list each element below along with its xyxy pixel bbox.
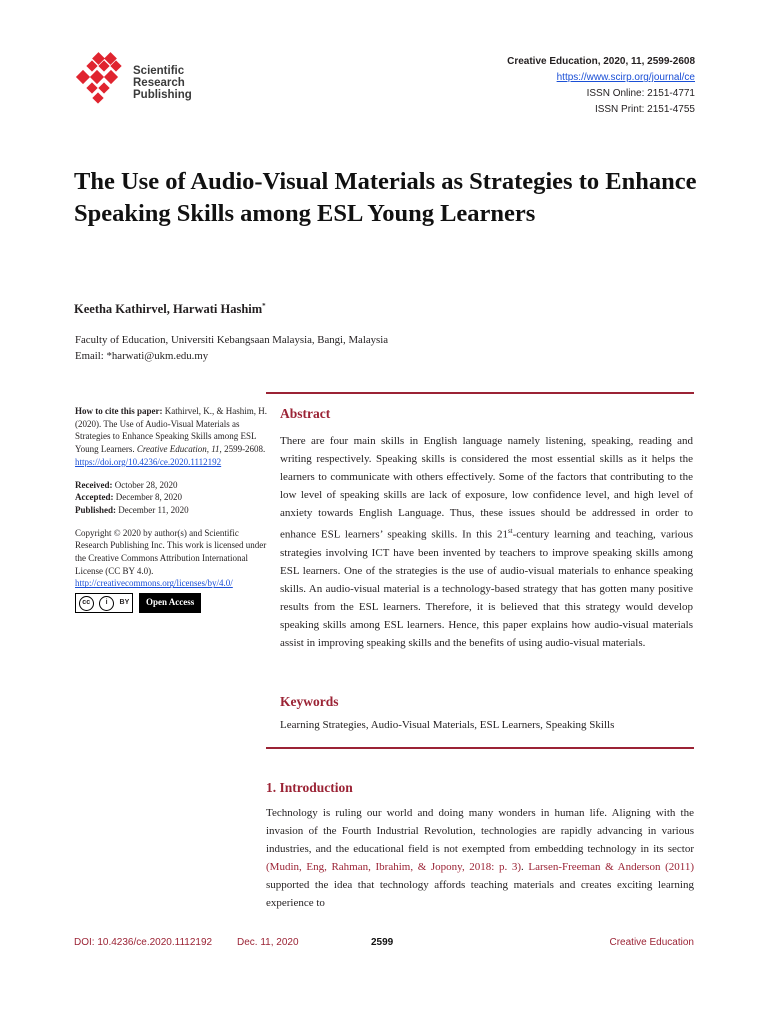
affiliation: Faculty of Education, Universiti Kebangsaan Malaysia, Bangi, Malaysia [75, 334, 389, 346]
abstract-text: There are four main skills in English language namely listening, speaking, reading and writing respectively. Speaking skills is considered the most essential skills as it helps the learners to communicate with others effectively. Some of the factors that contributing to the low level of speaking skills are lack of exposure, low confidence level, and high level of anxiety towards English Language. Thus, these issues should be addressed in order to enhance ESL learners’ speaking skills. In this 21 [280, 435, 693, 541]
corresponding-mark: * [262, 302, 266, 310]
introduction-body [266, 804, 694, 912]
publisher-name [133, 65, 192, 101]
intro-text: Technology is ruling our world and doing many wonders in human life. Aligning with the invasion of the Fourth Industrial Revolution, technologies are rapidly advancing in various industries, and the educational field is not exempted from embedding technology in its sector [266, 807, 694, 855]
keywords-text: Learning Strategies, Audio-Visual Materials, ESL Learners, Speaking Skills [280, 719, 615, 731]
dates [75, 479, 267, 517]
license-link[interactable]: http://creativecommons.org/licenses/by/4.0/ [75, 578, 233, 589]
email: Email: *harwati@ukm.edu.my [75, 350, 209, 362]
citation [75, 405, 267, 469]
cite-journal: Creative Education, 11, [136, 444, 222, 455]
footer-journal: Creative Education [609, 937, 694, 948]
logo-diamond-icon [76, 52, 122, 104]
accepted-date: December 8, 2020 [115, 492, 182, 503]
abstract-text: -century learning and teaching, various strategies involving ICT have been invented by teachers to improve speaking skills among ESL learners. One of the strategies is the use of audio-visual materials to enhance speaking skills. An audio-visual material is a technology-based strategy that has gotten many positive results from the ESL learners. Therefore, it is believed that this strategy would develop speaking skills among ESL learners. Hence, this paper explains how audio-visual materials assist in improving speaking skills and the benefits of using audio-visual materials. [280, 528, 693, 649]
intro-text: supported the idea that technology affords teaching materials and creates exciting learning experience to [266, 879, 694, 909]
copyright [75, 527, 267, 591]
intro-sep: . [521, 861, 529, 873]
divider [266, 747, 694, 749]
page-number: 2599 [371, 937, 394, 948]
journal-link[interactable]: https://www.scirp.org/journal/ce [556, 72, 695, 83]
published-label: Published: [75, 504, 117, 515]
sidebar [75, 405, 267, 613]
received-label: Received: [75, 479, 113, 490]
abstract-sup: st [507, 527, 513, 535]
cite-text: Kathirvel, K., & Hashim, H. (2020). The Use of Audio-Visual Materials as Strategies to Enhance Speaking Skills among ESL Young Learners. [75, 406, 267, 455]
footer-date: Dec. 11, 2020 [237, 937, 299, 948]
introduction-heading: 1. Introduction [266, 780, 353, 795]
copyright-text: Copyright © 2020 by author(s) and Scientific Research Publishing Inc. This work is licensed under the Creative Commons Attribution International License (CC BY 4.0). [75, 527, 267, 576]
citation-link[interactable]: Larsen-Freeman & Anderson (2011) [528, 861, 694, 873]
publisher-name-line: Research [133, 77, 185, 89]
accepted-label: Accepted: [75, 492, 114, 503]
abstract-heading: Abstract [280, 406, 331, 421]
open-access-badge[interactable]: Open Access [139, 593, 201, 613]
by-label: BY [119, 598, 130, 606]
authors [74, 302, 266, 317]
attribution-icon: i [99, 596, 114, 611]
abstract-body [280, 432, 693, 652]
cc-icon: cc [79, 596, 94, 611]
publisher-name-line: Publishing [133, 89, 192, 101]
affiliation-block [75, 332, 388, 364]
issn-online: ISSN Online: 2151-4771 [586, 88, 695, 99]
published-date: December 11, 2020 [118, 504, 189, 515]
footer-doi: DOI: 10.4236/ce.2020.1112192 [74, 937, 213, 948]
divider [266, 392, 694, 394]
author-names: Keetha Kathirvel, Harwati Hashim [74, 302, 263, 317]
keywords-heading: Keywords [280, 694, 339, 709]
doi-link[interactable]: https://doi.org/10.4236/ce.2020.1112192 [75, 456, 222, 467]
license-badges [75, 593, 267, 613]
received-date: October 28, 2020 [114, 479, 178, 490]
issn-print: ISSN Print: 2151-4755 [594, 104, 695, 115]
cc-by-badge[interactable] [75, 593, 133, 613]
publisher-name-line: Scientific [133, 65, 185, 77]
journal-citation: Creative Education, 2020, 11, 2599-2608 [507, 56, 695, 67]
cite-pages: 2599-2608. [224, 444, 266, 455]
cite-label: How to cite this paper: [75, 406, 163, 416]
journal-info [507, 54, 695, 118]
citation-link[interactable]: (Mudin, Eng, Rahman, Ibrahim, & Jopony, 2018: p. 3) [266, 861, 522, 873]
paper-title: The Use of Audio-Visual Materials as Strategies to Enhance Speaking Skills among ESL Young Learners [74, 168, 697, 227]
